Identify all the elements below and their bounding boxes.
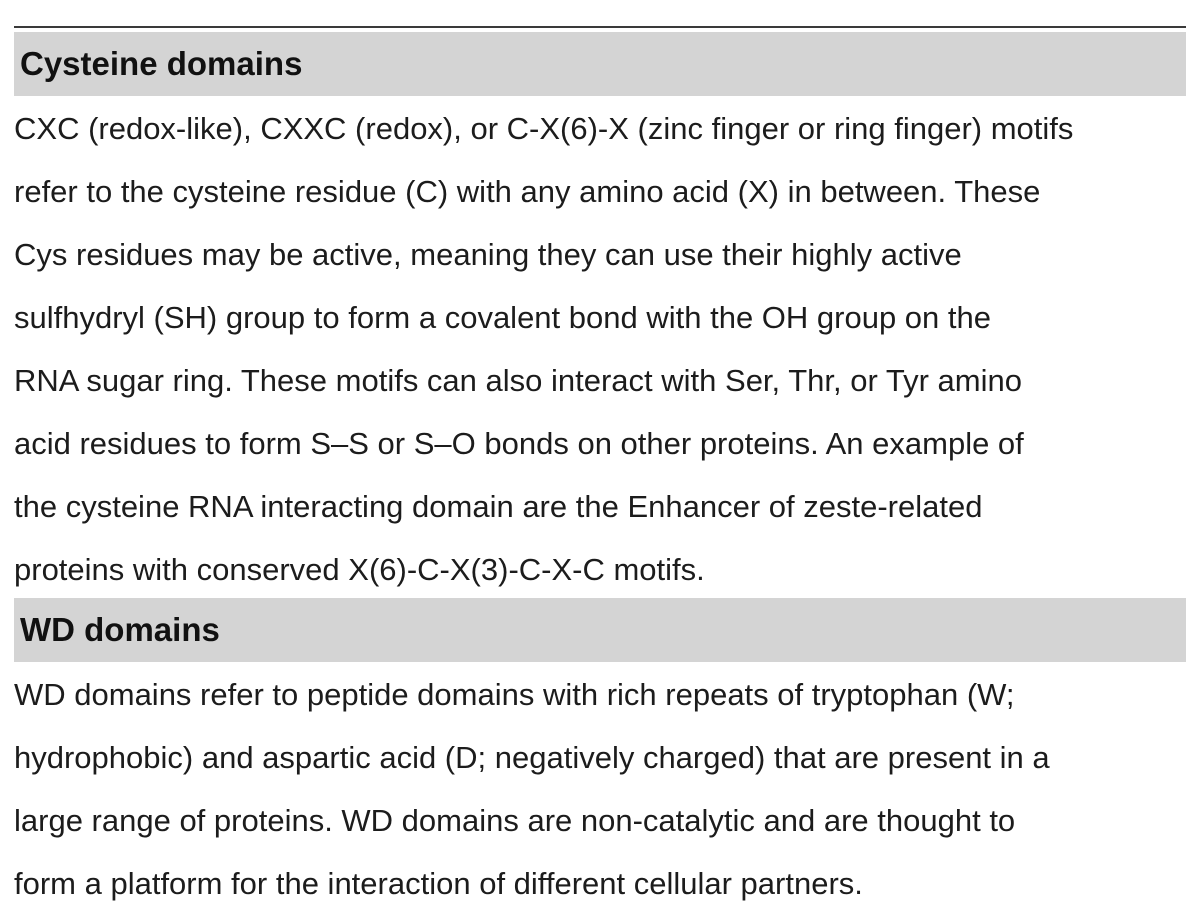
- section-header-wd-domains: [14, 598, 1186, 662]
- section-title: Cysteine domains: [20, 45, 303, 82]
- body-text-line: acid residues to form S–S or S–O bonds on other proteins. An example of: [14, 426, 1024, 461]
- body-text-line: hydrophobic) and aspartic acid (D; negatively charged) that are present in a: [14, 740, 1050, 775]
- section-title: WD domains: [20, 611, 220, 648]
- body-text-line: form a platform for the interaction of different cellular partners.: [14, 866, 863, 901]
- body-text-line: large range of proteins. WD domains are non-catalytic and are thought to: [14, 803, 1016, 838]
- top-divider: [14, 26, 1186, 28]
- body-text-line: sulfhydryl (SH) group to form a covalent bond with the OH group on the: [14, 300, 991, 335]
- body-text-line: RNA sugar ring. These motifs can also interact with Ser, Thr, or Tyr amino: [14, 363, 1022, 398]
- section-body-cysteine-domains: [14, 97, 1186, 601]
- body-text-line: CXC (redox-like), CXXC (redox), or C-X(6)-X (zinc finger or ring finger) motifs: [14, 111, 1074, 146]
- section-header-cysteine-domains: [14, 32, 1186, 96]
- body-text-line: Cys residues may be active, meaning they can use their highly active: [14, 237, 962, 272]
- body-text-line: proteins with conserved X(6)-C-X(3)-C-X-C motifs.: [14, 552, 705, 587]
- section-body-wd-domains: [14, 663, 1186, 915]
- body-text-line: WD domains refer to peptide domains with rich repeats of tryptophan (W;: [14, 677, 1015, 712]
- body-text-line: the cysteine RNA interacting domain are the Enhancer of zeste-related: [14, 489, 983, 524]
- body-text-line: refer to the cysteine residue (C) with any amino acid (X) in between. These: [14, 174, 1041, 209]
